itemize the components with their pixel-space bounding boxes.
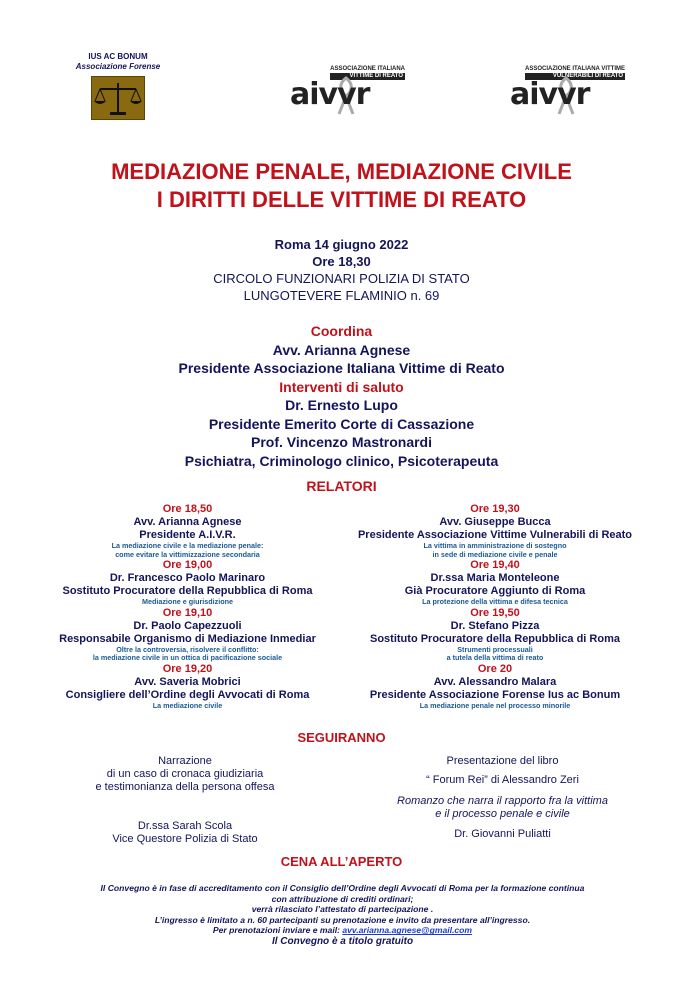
relatori-heading: RELATORI bbox=[306, 478, 377, 494]
speaker-name: Dr.ssa Maria Monteleone bbox=[430, 572, 560, 584]
speaker-role: Presidente Associazione Forense Ius ac Bonum bbox=[369, 688, 621, 701]
speaker-topic: La mediazione civile e la mediazione penale: bbox=[111, 541, 264, 550]
speaker-time: Ore 20 bbox=[477, 662, 513, 675]
speaker-role: Sostituto Procuratore della Repubblica di Roma bbox=[370, 632, 620, 645]
speaker-block bbox=[340, 607, 650, 663]
speaker-topic: La protezione della vittima e difesa tecnica bbox=[422, 597, 568, 606]
footer-line: con attribuzione di crediti ordinari; bbox=[271, 893, 414, 904]
speaker-block bbox=[340, 663, 650, 711]
footer-line: L’ingresso è limitato a n. 60 partecipanti su prenotazione e invito da presentare all’ingresso. bbox=[154, 914, 531, 925]
footer-free-note: Il Convegno è a titolo gratuito bbox=[271, 935, 414, 947]
speaker-time: Ore 19,20 bbox=[162, 662, 213, 675]
narration-line: di un caso di cronaca giudiziaria bbox=[106, 768, 264, 780]
narration-line: e testimonianza della persona offesa bbox=[95, 781, 275, 793]
footer-line: verrà rilasciato l’attestato di partecipazione . bbox=[251, 904, 434, 915]
speaker-name: Dr. Francesco Paolo Marinaro bbox=[109, 572, 266, 584]
speaker-topic: La vittima in amministrazione di sostegno bbox=[423, 541, 567, 550]
speaker-block bbox=[40, 559, 335, 607]
title-line-1: MEDIAZIONE PENALE, MEDIAZIONE CIVILE bbox=[111, 159, 572, 184]
saluti-1-role: Presidente Emerito Corte di Cassazione bbox=[208, 415, 475, 432]
cena-heading: CENA ALL’APERTO bbox=[280, 854, 403, 869]
coordina-name: Avv. Arianna Agnese bbox=[272, 341, 411, 358]
speaker-role: Presidente Associazione Vittime Vulnerabili di Reato bbox=[357, 529, 633, 541]
speaker-block bbox=[40, 663, 335, 711]
speaker-name: Dr. Paolo Capezzuoli bbox=[133, 619, 242, 632]
seguiranno-heading: SEGUIRANNO bbox=[297, 730, 386, 745]
speaker-topic: Mediazione e giurisdizione bbox=[141, 597, 234, 606]
narrator-role: Vice Questore Polizia di Stato bbox=[112, 833, 258, 845]
saluti-label: Interventi di saluto bbox=[279, 378, 404, 395]
ius-subtitle: Associazione Forense bbox=[75, 62, 161, 71]
speaker-topic: Oltre la controversia, risolvere il conflitto: bbox=[116, 644, 259, 654]
aivvr-logo-word: aivvr bbox=[290, 77, 370, 112]
event-time: Ore 18,30 bbox=[312, 254, 371, 269]
narration-line: Narrazione bbox=[158, 755, 212, 767]
speaker-topic: La mediazione penale nel processo minorile bbox=[419, 700, 571, 710]
speaker-role: Presidente A.I.V.R. bbox=[139, 529, 236, 541]
coordina-label: Coordina bbox=[310, 323, 373, 339]
seguiranno-left bbox=[55, 755, 315, 846]
speakers-left-column bbox=[40, 503, 335, 710]
speaker-time: Ore 19,50 bbox=[470, 606, 520, 619]
event-address: LUNGOTEVERE FLAMINIO n. 69 bbox=[243, 288, 440, 303]
speaker-topic: La mediazione civile bbox=[152, 700, 223, 710]
aivvr-logo-caption: ASSOCIAZIONE ITALIANA VITTIME DI REATO bbox=[330, 66, 405, 79]
speaker-topic: la mediazione civile in un ottica di pacificazione sociale bbox=[92, 653, 283, 662]
speaker-role: Consigliere dell’Ordine degli Avvocati di Roma bbox=[65, 688, 310, 701]
speaker-topic: a tutela della vittima di reato bbox=[446, 653, 544, 662]
speaker-time: Ore 19,40 bbox=[470, 559, 520, 571]
chairs-section bbox=[0, 322, 683, 470]
speaker-time: Ore 19,30 bbox=[470, 503, 520, 515]
aivvr-vulnerabili-word: aivvr bbox=[510, 77, 590, 112]
speaker-block bbox=[340, 503, 650, 559]
book-presenter-name: Dr. Giovanni Puliatti bbox=[454, 828, 551, 840]
event-venue: CIRCOLO FUNZIONARI POLIZIA DI STATO bbox=[213, 271, 470, 286]
speaker-name: Avv. Saveria Mobrici bbox=[134, 675, 241, 688]
event-info bbox=[0, 236, 683, 304]
aivvr-vulnerabili-logo bbox=[510, 66, 625, 116]
book-description: e il processo penale e civile bbox=[435, 808, 570, 820]
speaker-topic: come evitare la vittimizzazione secondaria bbox=[115, 549, 260, 559]
speaker-block bbox=[40, 607, 335, 663]
footer-line: Il Convegno è in fase di accreditamento con il Consiglio dell’Ordine degli Avvocati di Roma per la formazione continua bbox=[100, 883, 585, 893]
seguiranno-right bbox=[350, 755, 655, 841]
speaker-time: Ore 18,50 bbox=[162, 503, 213, 515]
speaker-time: Ore 19,00 bbox=[162, 559, 213, 571]
speaker-topic: in sede di mediazione civile e penale bbox=[432, 549, 558, 559]
ius-ac-bonum-logo-text bbox=[68, 52, 168, 72]
speaker-role: Sostituto Procuratore della Repubblica di Roma bbox=[62, 585, 313, 597]
book-presentation: Presentazione del libro bbox=[446, 755, 559, 767]
speaker-name: Avv. Giuseppe Bucca bbox=[439, 516, 551, 528]
speaker-time: Ore 19,10 bbox=[162, 606, 213, 619]
booking-email-link[interactable]: avv.arianna.agnese@gmail.com bbox=[342, 925, 473, 936]
speaker-role: Già Procuratore Aggiunto di Roma bbox=[404, 585, 586, 597]
aivvr-vulnerabili-caption: ASSOCIAZIONE ITALIANA VITTIME VULNERABILI DI REATO bbox=[525, 66, 625, 79]
speaker-block bbox=[40, 503, 335, 559]
page-title bbox=[0, 158, 683, 214]
book-title: “ Forum Rei” di Alessandro Zeri bbox=[426, 774, 579, 786]
scales-of-justice-icon bbox=[91, 76, 145, 120]
aivvr-logo bbox=[290, 66, 405, 116]
event-date: Roma 14 giugno 2022 bbox=[274, 237, 409, 252]
title-line-2: I DIRITTI DELLE VITTIME DI REATO bbox=[156, 187, 527, 212]
book-description: Romanzo che narra il rapporto fra la vittima bbox=[397, 795, 608, 807]
speakers-right-column bbox=[340, 503, 650, 710]
coordina-role: Presidente Associazione Italiana Vittime di Reato bbox=[178, 360, 505, 376]
saluti-1-name: Dr. Ernesto Lupo bbox=[285, 397, 398, 413]
speaker-topic: Strumenti processuali bbox=[457, 644, 533, 654]
footer-notes bbox=[40, 883, 645, 948]
booking-label: Per prenotazioni inviare e mail: bbox=[212, 925, 343, 936]
speaker-role: Responsabile Organismo di Mediazione Inmediar bbox=[59, 632, 316, 645]
saluti-2-name: Prof. Vincenzo Mastronardi bbox=[251, 434, 432, 450]
speaker-block bbox=[340, 559, 650, 607]
speaker-name: Dr. Stefano Pizza bbox=[450, 619, 540, 632]
speaker-name: Avv. Arianna Agnese bbox=[133, 516, 242, 528]
narrator-name: Dr.ssa Sarah Scola bbox=[137, 820, 233, 832]
ius-title: IUS AC BONUM bbox=[88, 52, 148, 61]
saluti-2-role: Psichiatra, Criminologo clinico, Psicoterapeuta bbox=[184, 452, 499, 469]
speaker-name: Avv. Alessandro Malara bbox=[433, 675, 557, 688]
footer-line bbox=[40, 925, 645, 936]
